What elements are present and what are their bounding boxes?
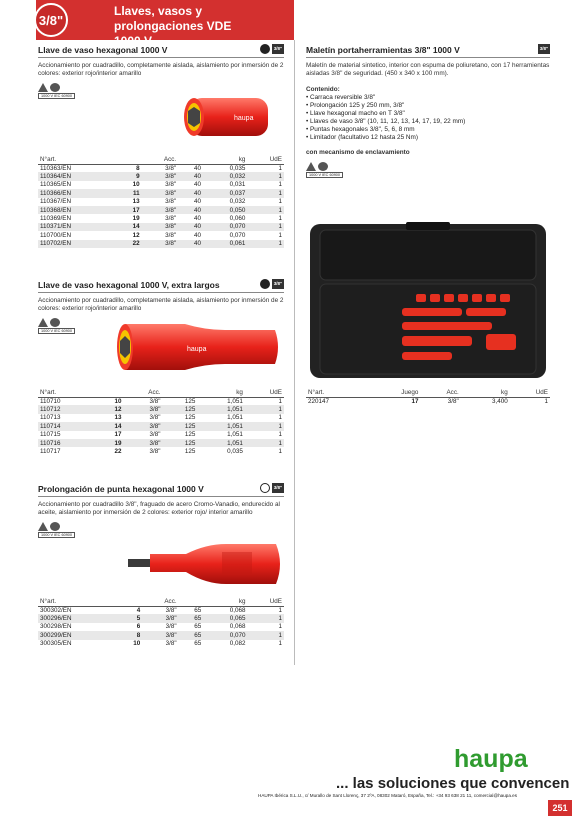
- table-cell: 110716: [38, 439, 97, 447]
- table-cell: 125: [184, 431, 196, 439]
- table-cell: 3/8": [142, 223, 179, 231]
- column-header: [97, 388, 123, 397]
- table-cell: 3/8": [165, 640, 177, 648]
- warning-triangle-icon: [38, 522, 48, 531]
- table-cell: 10: [132, 181, 140, 189]
- table-cell: 0,031: [229, 181, 246, 189]
- table-cell: 300296/EN: [38, 614, 118, 622]
- table-cell: 65: [194, 640, 202, 648]
- table-cell: 12: [132, 231, 140, 239]
- section-description: Accionamiento por cuadradillo, completamente aislada, aislamiento por inmersión de 2 colores: exterior rojo/interior amarillo: [38, 297, 284, 312]
- cert-label: 1000 V IEC 60900: [38, 93, 75, 99]
- table-row: [38, 405, 284, 413]
- column-header: Acc.: [420, 388, 460, 397]
- table-cell: 110714: [38, 422, 97, 430]
- gs-mark-icon: [50, 83, 60, 92]
- table-cell: 1: [245, 439, 284, 447]
- table-cell: 110710: [40, 397, 61, 405]
- table-cell: 19: [97, 439, 123, 447]
- gs-mark-icon: [50, 522, 60, 531]
- table-cell: 1: [248, 631, 284, 639]
- table-cell: 125: [163, 422, 198, 430]
- list-item: • Carraca reversible 3/8": [306, 94, 376, 101]
- column-header: [178, 155, 203, 164]
- table-cell: 3/8": [142, 614, 178, 622]
- table-cell: 1: [245, 422, 284, 430]
- table-cell: 1: [278, 181, 282, 189]
- hex-drive-icon: [260, 279, 270, 289]
- table-row: [38, 631, 284, 639]
- table-cell: 0,050: [203, 206, 247, 214]
- table-cell: 0,061: [203, 240, 247, 248]
- table-row: [38, 214, 284, 222]
- table-cell: 40: [178, 206, 203, 214]
- column-header: kg: [203, 597, 247, 606]
- table-cell: 1: [278, 397, 282, 405]
- table-cell: 3/8": [142, 240, 179, 248]
- table-row: [38, 172, 284, 180]
- size-tag: 3/8": [538, 44, 550, 54]
- table-cell: 110366/EN: [38, 189, 117, 197]
- table-cell: 1: [247, 240, 284, 248]
- table-cell: 125: [184, 448, 196, 456]
- gs-mark-icon: [50, 318, 60, 327]
- table-cell: 3/8": [123, 405, 162, 413]
- table-cell: 1: [544, 397, 548, 405]
- certification-marks: [38, 83, 78, 101]
- table-cell: 40: [178, 240, 203, 248]
- column-header: kg: [461, 388, 510, 397]
- hex-drive-icon: [260, 44, 270, 54]
- column-header: Acc.: [123, 388, 162, 397]
- table-cell: 3/8": [149, 414, 161, 422]
- table-cell: 0,070: [203, 223, 247, 231]
- warning-triangle-icon: [306, 162, 316, 171]
- socket-image: [176, 88, 276, 148]
- table-row: [306, 397, 550, 405]
- cert-label: 1000 V IEC 60900: [38, 532, 75, 538]
- table-row: [38, 447, 284, 455]
- table-cell: 12: [97, 405, 123, 413]
- column-header: Juego: [368, 388, 420, 397]
- table-row: [38, 422, 284, 430]
- table-cell: 1: [278, 231, 282, 239]
- table-cell: 300305/EN: [40, 640, 72, 648]
- table-cell: 0,070: [229, 231, 246, 239]
- section-description: Accionamiento por cuadradillo, completamente aislada, aislamiento por inmersión de 2 colores: exterior rojo/interior amarillo: [38, 62, 284, 77]
- table-cell: 1: [278, 414, 282, 422]
- table-cell: 125: [184, 397, 196, 405]
- table-cell: 220147: [308, 397, 330, 405]
- table-cell: 65: [194, 623, 202, 631]
- tagline: ... las soluciones que convencen: [336, 775, 570, 792]
- column-header: N°art.: [306, 388, 368, 397]
- section-title: Prolongación de punta hexagonal 1000 V 3/8": [38, 484, 284, 497]
- gs-mark-icon: [318, 162, 328, 171]
- column-header: UdE: [248, 597, 284, 606]
- table-cell: 40: [178, 172, 203, 180]
- section-hex-bit: [38, 484, 284, 540]
- page-header: [36, 0, 294, 48]
- table-cell: 110367/EN: [40, 198, 72, 206]
- table-cell: 3/8": [142, 189, 179, 197]
- table-cell: 1: [278, 431, 282, 439]
- table-cell: 0,060: [229, 215, 246, 223]
- table-long-socket: [38, 388, 284, 456]
- certification-marks: [306, 162, 346, 180]
- table-cell: 65: [179, 614, 204, 622]
- column-header: kg: [203, 155, 247, 164]
- table-row: [38, 206, 284, 214]
- section-case: [306, 45, 550, 180]
- column-header: UdE: [247, 155, 284, 164]
- table-cell: 110365/EN: [40, 181, 72, 189]
- table-cell: 110702/EN: [38, 240, 117, 248]
- table-cell: 110368/EN: [38, 206, 117, 214]
- table-cell: 0,035: [227, 448, 243, 456]
- table-row: [38, 198, 284, 206]
- table-cell: 3/8": [165, 623, 177, 631]
- list-item: • Puntas hexagonales 3/8", 5, 6, 8 mm: [306, 126, 415, 133]
- table-cell: 1,051: [197, 422, 245, 430]
- size-tag: 3/8": [272, 279, 284, 289]
- table-row: [38, 623, 284, 631]
- column-header: N°art.: [38, 597, 118, 606]
- table-cell: 1: [278, 606, 282, 614]
- product-logo: haupa: [234, 115, 254, 122]
- column-header: [179, 597, 204, 606]
- table-cell: 0,068: [229, 606, 246, 614]
- table-cell: 1,051: [227, 414, 243, 422]
- table-cell: 3/8": [165, 215, 177, 223]
- warning-triangle-icon: [38, 318, 48, 327]
- table-cell: 8: [118, 631, 143, 639]
- table-cell: 0,037: [203, 189, 247, 197]
- table-cell: 1: [247, 223, 284, 231]
- table-cell: 110717: [40, 448, 61, 456]
- column-header: [118, 597, 143, 606]
- table-cell: 0,082: [229, 640, 246, 648]
- table-cell: 110363/EN: [40, 164, 72, 172]
- warning-triangle-icon: [38, 83, 48, 92]
- table-cell: 65: [194, 606, 202, 614]
- page-number: 251: [548, 800, 572, 816]
- table-cell: 0,032: [203, 172, 247, 180]
- table-cell: 40: [178, 223, 203, 231]
- table-row: [38, 431, 284, 439]
- column-header: kg: [197, 388, 245, 397]
- certification-marks: [38, 318, 78, 336]
- section-description: Accionamiento por cuadradillo 3/8", fraguado de acero Cromo-Vanadio, endurecido al aceite, aislamiento por inmersión de 2 colores: exterior rojo/ interior amarillo: [38, 501, 280, 516]
- table-cell: 3/8": [165, 181, 177, 189]
- table-cell: 65: [179, 631, 204, 639]
- table-cell: 3/8": [149, 431, 161, 439]
- table-cell: 14: [97, 422, 123, 430]
- table-cell: 3/8": [447, 397, 459, 405]
- table-cell: 6: [136, 623, 141, 631]
- table-cell: 22: [114, 448, 122, 456]
- list-item: • Llave hexagonal macho en T 3/8": [306, 110, 405, 117]
- table-cell: 11: [117, 189, 142, 197]
- table-cell: 0,035: [229, 164, 246, 172]
- table-cell: 3/8": [142, 172, 179, 180]
- table-cell: 0,068: [229, 623, 246, 631]
- table-row: [38, 439, 284, 447]
- size-badge: 3/8": [34, 3, 68, 37]
- table-row: [38, 231, 284, 239]
- contents-list: [306, 94, 550, 142]
- column-header: N°art.: [38, 388, 97, 397]
- cert-label: 1000 V IEC 60900: [306, 172, 343, 178]
- table-cell: 1: [278, 198, 282, 206]
- table-cell: 3/8": [149, 397, 161, 405]
- table-cell: 3/8": [142, 631, 178, 639]
- size-tag: 3/8": [272, 483, 284, 493]
- table-cell: 3/8": [165, 164, 177, 172]
- table-cell: 300302/EN: [40, 606, 72, 614]
- table-cell: 1: [247, 189, 284, 197]
- table-cell: 3/8": [123, 439, 162, 447]
- list-item: • Llaves de vaso 3/8" (10, 11, 12, 13, 14, 17, 19, 22 mm): [306, 118, 466, 125]
- table-case: [306, 388, 550, 405]
- contents-heading: Contenido:: [306, 86, 340, 93]
- table-cell: 0,032: [229, 198, 246, 206]
- hex-bit-image: [126, 540, 286, 590]
- table-row: [38, 414, 284, 422]
- table-cell: 110715: [40, 431, 61, 439]
- column-header: Acc.: [142, 155, 179, 164]
- table-cell: 125: [163, 405, 198, 413]
- column-header: UdE: [510, 388, 550, 397]
- column-header: UdE: [245, 388, 284, 397]
- section-description: Maletín de material sintetico, interior con espuma de poliuretano, con 17 herramientas aisladas 3/8" de seguridad. (450 x 340 x 100 mm).: [306, 62, 550, 77]
- table-cell: 1: [278, 623, 282, 631]
- table-cell: 10: [133, 640, 141, 648]
- table-row: [38, 223, 284, 231]
- table-socket: [38, 155, 284, 248]
- square-drive-icon: [260, 483, 270, 493]
- table-cell: 3/8": [123, 422, 162, 430]
- table-row: [38, 614, 284, 622]
- table-cell: 40: [193, 181, 201, 189]
- table-cell: 1: [278, 164, 282, 172]
- table-cell: 13: [114, 414, 122, 422]
- table-cell: 1: [248, 614, 284, 622]
- brand-logo: haupa: [454, 745, 528, 773]
- table-cell: 300299/EN: [38, 631, 118, 639]
- table-cell: 3,400: [491, 397, 508, 405]
- table-cell: 1,051: [197, 439, 245, 447]
- table-cell: 40: [178, 189, 203, 197]
- table-cell: 8: [136, 164, 140, 172]
- cert-label: 1000 V IEC 60900: [38, 328, 75, 334]
- table-row: [38, 606, 284, 614]
- table-cell: 1: [245, 405, 284, 413]
- table-cell: 17: [411, 397, 419, 405]
- table-row: [38, 189, 284, 197]
- table-cell: 125: [163, 439, 198, 447]
- table-cell: 9: [117, 172, 142, 180]
- table-cell: 300298/EN: [40, 623, 72, 631]
- table-cell: 110713: [40, 414, 61, 422]
- table-row: [38, 240, 284, 248]
- table-cell: 14: [117, 223, 142, 231]
- table-cell: 1: [278, 640, 282, 648]
- table-row: [38, 164, 284, 172]
- product-logo: haupa: [187, 346, 207, 353]
- table-cell: 1: [247, 172, 284, 180]
- section-title: Llave de vaso hexagonal 1000 V, extra largos 3/8": [38, 280, 284, 293]
- table-cell: 1,051: [227, 397, 243, 405]
- case-image: [306, 222, 550, 382]
- column-divider: [294, 40, 295, 665]
- case-note: con mecanismo de enclavamiento: [306, 149, 410, 156]
- certification-marks: [38, 522, 78, 540]
- table-row: [38, 397, 284, 405]
- table-cell: 40: [193, 164, 201, 172]
- table-cell: 4: [136, 606, 141, 614]
- table-cell: 3/8": [165, 198, 177, 206]
- table-cell: 1,051: [227, 431, 243, 439]
- table-cell: 40: [193, 215, 201, 223]
- table-cell: 40: [193, 198, 201, 206]
- table-cell: 10: [114, 397, 122, 405]
- table-cell: 1: [247, 206, 284, 214]
- table-cell: 3/8": [142, 206, 179, 214]
- table-hex-bit: [38, 597, 284, 648]
- table-cell: 3/8": [165, 231, 177, 239]
- table-cell: 13: [132, 198, 140, 206]
- table-cell: 3/8": [149, 448, 161, 456]
- table-cell: 110700/EN: [40, 231, 72, 239]
- table-row: [38, 640, 284, 648]
- column-header: [163, 388, 198, 397]
- list-item: • Prolongación 125 y 250 mm, 3/8": [306, 102, 405, 109]
- table-cell: 17: [117, 206, 142, 214]
- page-title: Llaves, vasos y prolongaciones VDE 1000 V: [114, 4, 232, 48]
- table-cell: 110371/EN: [38, 223, 117, 231]
- table-cell: 17: [114, 431, 122, 439]
- table-row: [38, 181, 284, 189]
- table-cell: 125: [184, 414, 196, 422]
- table-cell: 40: [193, 231, 201, 239]
- table-cell: 110369/EN: [40, 215, 72, 223]
- table-cell: 5: [118, 614, 143, 622]
- table-cell: 1: [278, 215, 282, 223]
- column-header: N°art.: [38, 155, 117, 164]
- column-header: Acc.: [142, 597, 178, 606]
- table-cell: 0,065: [203, 614, 247, 622]
- table-cell: 0,070: [203, 631, 247, 639]
- table-cell: 110364/EN: [38, 172, 117, 180]
- table-cell: 1,051: [197, 405, 245, 413]
- table-cell: 19: [132, 215, 140, 223]
- table-cell: 22: [117, 240, 142, 248]
- size-tag: 3/8": [272, 44, 284, 54]
- section-title: Llave de vaso hexagonal 1000 V 3/8": [38, 45, 284, 58]
- table-cell: 1: [278, 448, 282, 456]
- company-address: HAUPA Ibérica S.L.U., c/ Murallo de Sant Llorenç, 37 2ºA, 08302 Mataró, España, Tel.: +34 93 638 21 11, comercial@haupa.es: [258, 793, 518, 798]
- section-title: Maletín portaherramientas 3/8" 1000 V 3/8": [306, 45, 550, 58]
- table-cell: 3/8": [165, 606, 177, 614]
- list-item: • Limitador (facultativo 12 hasta 25 Nm): [306, 134, 418, 141]
- long-socket-image: [115, 320, 285, 375]
- table-cell: 110712: [38, 405, 97, 413]
- column-header: [117, 155, 142, 164]
